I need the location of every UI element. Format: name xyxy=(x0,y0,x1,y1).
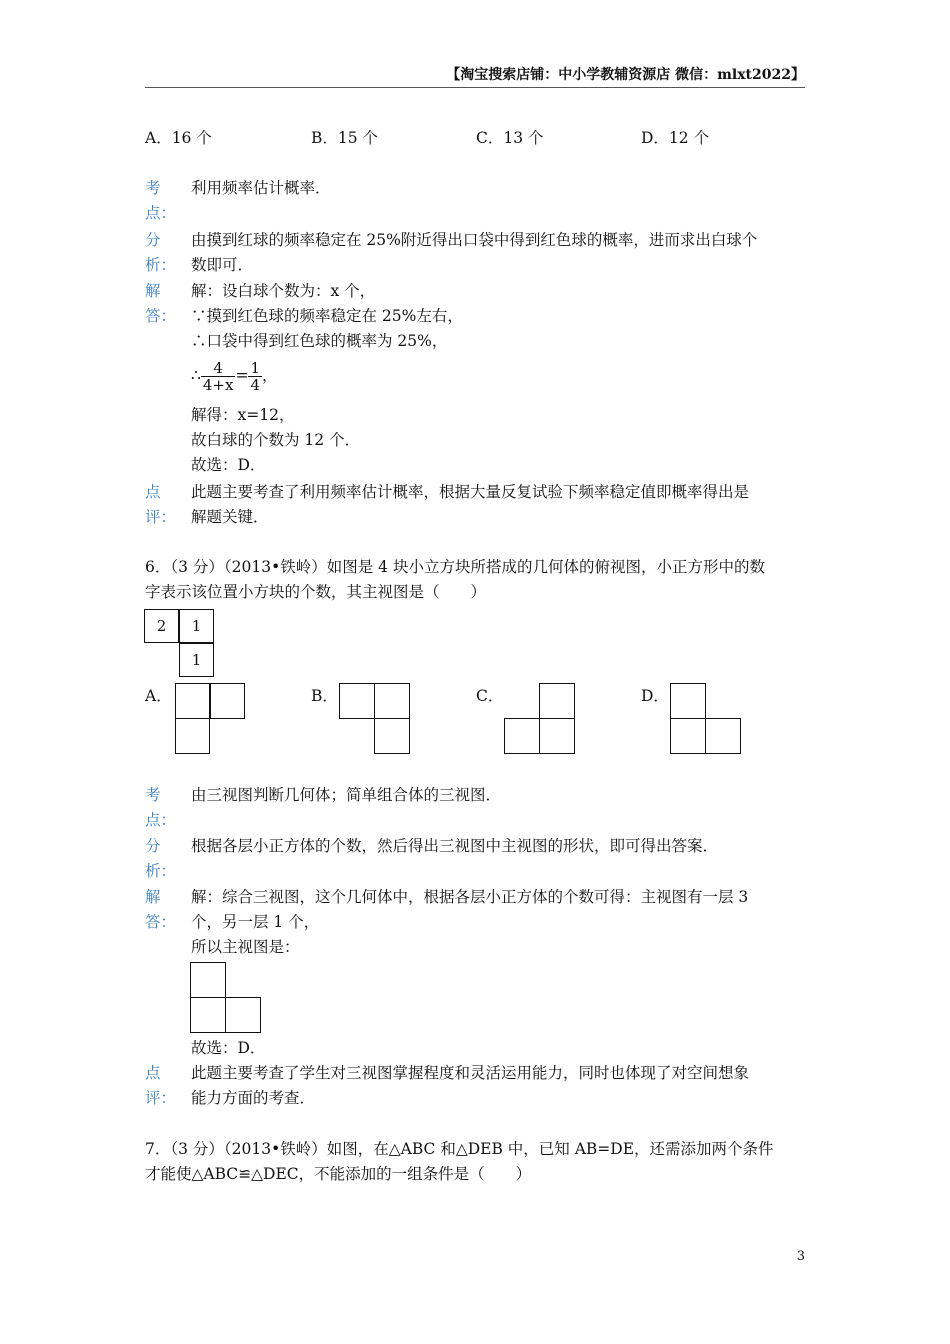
view-square xyxy=(374,683,410,719)
q5-jieda-line-4: 解得：x=12， xyxy=(191,406,295,424)
q5-eq-fraction-right xyxy=(248,360,262,393)
q6-dianping-line-1: 此题主要考查了学生对三视图掌握程度和灵活运用能力，同时也体现了对空间想象 xyxy=(191,1064,750,1082)
q6-dianping-line-2: 能力方面的考查． xyxy=(191,1089,316,1107)
grid-cell-number: 1 xyxy=(191,651,202,669)
q5-jieda-label: 解答： xyxy=(145,282,177,325)
q5-eq-fraction-left xyxy=(201,360,236,393)
q5-kaodian-text: 利用频率估计概率． xyxy=(191,179,331,197)
q5-option-a: A．16 个 xyxy=(145,129,212,147)
grid-cell xyxy=(179,643,214,677)
view-square xyxy=(539,683,575,719)
grid-cell xyxy=(179,609,214,643)
q6-option-d-figure xyxy=(670,683,742,755)
q5-fenxi-label: 分析： xyxy=(145,231,177,274)
page-header: 【淘宝搜索店铺：中小学教辅资源店 微信：mlxt2022】 xyxy=(145,64,805,88)
q5-dianping-line-2: 解题关键． xyxy=(191,508,269,526)
q5-option-b: B．15 个 xyxy=(311,129,379,147)
q5-jieda-line-5: 故白球的个数为 12 个． xyxy=(191,431,361,449)
view-square xyxy=(210,683,245,719)
q5-jieda-line-3: ∴口袋中得到红色球的概率为 25%， xyxy=(191,332,448,350)
q5-dianping-label: 点评： xyxy=(145,483,177,526)
view-square xyxy=(175,718,210,754)
view-square xyxy=(670,683,706,719)
q7-stem-line-1: 7．（3 分）（2013•铁岭）如图，在△ABC 和△DEB 中，已知 AB=DE，还需添加两个条件 xyxy=(145,1140,774,1158)
q6-fenxi-text: 根据各层小正方体的个数，然后得出三视图中主视图的形状，即可得出答案． xyxy=(191,837,719,855)
grid-cell xyxy=(144,609,179,643)
q6-jieda-line-3: 所以主视图是： xyxy=(191,938,300,956)
q6-option-b-figure xyxy=(339,683,411,755)
view-square xyxy=(705,718,741,754)
q5-eq-num1: 4 xyxy=(201,360,236,377)
view-square xyxy=(190,962,226,998)
q6-stem-line-1: 6．（3 分）（2013•铁岭）如图是 4 块小立方块所搭成的几何体的俯视图，小正方形中的数 xyxy=(145,558,765,576)
q5-jieda-line-6: 故选：D． xyxy=(191,456,266,474)
q5-option-c: C．13 个 xyxy=(476,129,544,147)
q5-eq-prefix: ∴ xyxy=(191,366,201,385)
q6-kaodian-label: 考点： xyxy=(145,786,177,829)
grid-cell-number: 2 xyxy=(156,617,167,635)
q6-fenxi-label: 分析： xyxy=(145,837,177,880)
q6-option-a-label: A． xyxy=(145,687,172,705)
q5-fenxi-line-1: 由摸到红球的频率稳定在 25%附近得出口袋中得到红色球的概率，进而求出白球个 xyxy=(191,231,758,249)
view-square xyxy=(374,718,410,754)
q5-eq-num2: 1 xyxy=(250,359,260,377)
q5-eq-den2: 4 xyxy=(250,376,260,394)
page-number: 3 xyxy=(796,1249,805,1264)
q5-eq-suffix: ， xyxy=(262,366,278,385)
q6-jieda-line-1: 解：综合三视图，这个几何体中，根据各层小正方体的个数可得：主视图有一层 3 xyxy=(191,888,749,906)
q6-answer: 故选：D． xyxy=(191,1039,266,1057)
q5-equation xyxy=(191,360,278,393)
view-square xyxy=(225,997,261,1033)
q6-kaodian-text: 由三视图判断几何体；简单组合体的三视图． xyxy=(191,786,502,804)
q5-dianping-line-1: 此题主要考查了利用频率估计概率，根据大量反复试验下频率稳定值即概率得出是 xyxy=(191,483,750,501)
grid-cell-number: 1 xyxy=(191,617,202,635)
q5-eq-den1: 4+x xyxy=(202,376,234,394)
q5-eq-sign: = xyxy=(235,366,249,385)
view-square xyxy=(539,718,575,754)
q6-option-a-figure xyxy=(175,683,247,755)
q5-fenxi-line-2: 数即可． xyxy=(191,256,254,274)
q6-stem-line-2: 字表示该位置小方块的个数，其主视图是（ ） xyxy=(145,583,487,601)
q6-option-c-label: C． xyxy=(476,687,504,705)
q6-jieda-label: 解答： xyxy=(145,888,177,931)
q5-jieda-line-2: ∵摸到红色球的频率稳定在 25%左右， xyxy=(191,307,463,325)
view-square xyxy=(670,718,706,754)
q6-option-b-label: B． xyxy=(311,687,338,705)
q5-jieda-line-1: 解：设白球个数为：x 个， xyxy=(191,282,376,300)
view-square xyxy=(504,718,540,754)
q6-option-c-figure xyxy=(504,683,576,755)
q6-dianping-label: 点评： xyxy=(145,1064,177,1107)
view-square xyxy=(175,683,210,719)
q7-stem-line-2: 才能使△ABC≌△DEC，不能添加的一组条件是（ ） xyxy=(145,1165,532,1183)
q5-option-d: D．12 个 xyxy=(641,129,710,147)
q6-answer-figure xyxy=(190,962,262,1034)
view-square xyxy=(190,997,226,1033)
q6-jieda-line-2: 个，另一层 1 个， xyxy=(191,913,320,931)
q6-option-d-label: D． xyxy=(641,687,669,705)
view-square xyxy=(339,683,375,719)
q6-top-view-figure xyxy=(144,609,216,679)
q5-kaodian-label: 考点： xyxy=(145,179,177,222)
